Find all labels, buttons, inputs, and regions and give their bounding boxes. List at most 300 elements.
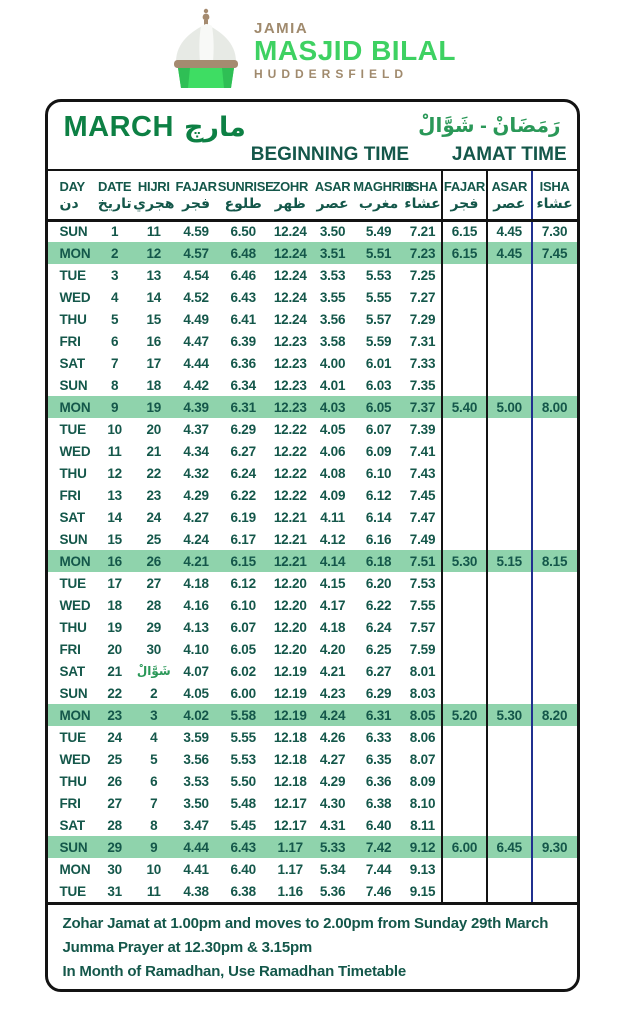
cell-fajar: 4.39 <box>183 399 209 415</box>
cell-j_fajar <box>442 440 487 462</box>
cell-sunrise: 6.07 <box>230 619 256 635</box>
cell-sunrise: 6.17 <box>230 531 256 547</box>
cell-j_isha <box>532 374 577 396</box>
cell-day: SUN <box>59 531 88 547</box>
cell-j_asar: 6.45 <box>487 836 532 858</box>
cell-j_isha <box>532 528 577 550</box>
cell-maghrib: 6.33 <box>365 729 392 745</box>
logo-line-jamia: JAMIA <box>254 19 309 37</box>
cell-sunrise: 5.53 <box>230 751 256 767</box>
table-row <box>48 308 577 330</box>
cell-hijri: 2 <box>150 685 158 701</box>
table-row <box>48 286 577 308</box>
cell-day: TUE <box>59 267 86 283</box>
table-row <box>48 242 577 264</box>
cell-date: 19 <box>107 619 122 635</box>
column-header-row <box>48 170 577 220</box>
cell-date: 25 <box>107 751 122 767</box>
cell-zohr: 12.18 <box>273 751 307 767</box>
cell-hijri: 25 <box>146 531 162 547</box>
cell-j_isha: 9.30 <box>532 836 577 858</box>
cell-zohr: 12.18 <box>273 729 307 745</box>
cell-hijri: 8 <box>150 817 158 833</box>
cell-asar: 5.33 <box>319 839 346 855</box>
cell-asar: 4.11 <box>320 509 345 525</box>
cell-maghrib: 5.59 <box>365 333 392 349</box>
cell-j_fajar <box>442 792 487 814</box>
cell-j_asar <box>487 594 532 616</box>
cell-hijri: 17 <box>146 355 162 371</box>
cell-isha: 9.13 <box>409 861 436 877</box>
cell-day: SUN <box>59 377 88 393</box>
cell-day: MON <box>59 861 91 877</box>
cell-fajar: 4.44 <box>183 355 209 371</box>
cell-asar: 3.51 <box>319 245 346 261</box>
logo-line-huddersfield: HUDDERSFIELD <box>254 66 409 81</box>
cell-hijri: 5 <box>150 751 158 767</box>
cell-j_fajar <box>442 880 487 902</box>
cell-fajar: 4.18 <box>183 575 209 591</box>
cell-day: FRI <box>59 487 81 503</box>
table-row <box>48 704 577 726</box>
cell-fajar: 4.49 <box>183 311 209 327</box>
cell-isha: 7.37 <box>409 399 436 415</box>
cell-zohr: 12.21 <box>273 509 307 525</box>
cell-maghrib: 6.35 <box>365 751 392 767</box>
cell-day: MON <box>59 707 91 723</box>
cell-day: FRI <box>59 333 81 349</box>
cell-hijri: 13 <box>146 267 162 283</box>
cell-sunrise: 6.24 <box>230 465 256 481</box>
cell-fajar: 4.21 <box>183 553 209 569</box>
cell-j_fajar <box>442 660 487 682</box>
cell-j_asar: 5.15 <box>487 550 532 572</box>
cell-maghrib: 6.07 <box>365 421 392 437</box>
cell-isha: 8.11 <box>410 817 435 833</box>
cell-maghrib: 6.38 <box>365 795 392 811</box>
cell-j_asar: 5.30 <box>487 704 532 726</box>
cell-date: 4 <box>111 289 119 305</box>
cell-date: 17 <box>107 575 122 591</box>
cell-fajar: 4.57 <box>183 245 209 261</box>
cell-isha: 7.35 <box>409 377 436 393</box>
cell-fajar: 4.02 <box>183 707 209 723</box>
cell-asar: 3.50 <box>319 224 346 240</box>
title-row <box>48 102 577 144</box>
table-row <box>48 660 577 682</box>
cell-sunrise: 6.22 <box>230 487 256 503</box>
cell-asar: 5.36 <box>319 883 346 899</box>
cell-asar: 3.55 <box>319 289 346 305</box>
cell-j_fajar <box>442 286 487 308</box>
table-row <box>48 638 577 660</box>
cell-asar: 4.18 <box>319 619 346 635</box>
cell-asar: 4.27 <box>319 751 346 767</box>
cell-asar: 4.30 <box>319 795 346 811</box>
cell-asar: 4.05 <box>319 421 346 437</box>
cell-maghrib: 5.55 <box>365 289 392 305</box>
cell-hijri: 22 <box>146 465 162 481</box>
cell-j_isha <box>532 814 577 836</box>
column-header-date: DATE تاريخ <box>96 170 133 220</box>
table-row <box>48 396 577 418</box>
cell-isha: 7.47 <box>409 509 436 525</box>
table-row <box>48 528 577 550</box>
cell-zohr: 12.18 <box>273 773 307 789</box>
column-header-hijri: HIJRI هجري <box>133 170 174 220</box>
cell-sunrise: 6.02 <box>230 663 256 679</box>
cell-zohr: 12.23 <box>273 355 307 371</box>
cell-j_fajar <box>442 770 487 792</box>
cell-isha: 7.51 <box>409 553 436 569</box>
cell-asar: 4.01 <box>319 377 346 393</box>
cell-asar: 4.31 <box>319 817 346 833</box>
column-header-asar: ASAR عصر <box>312 170 353 220</box>
cell-sunrise: 6.36 <box>230 355 256 371</box>
cell-hijri: 20 <box>146 421 162 437</box>
cell-j_isha <box>532 286 577 308</box>
cell-hijri: 21 <box>146 443 162 459</box>
cell-fajar: 4.05 <box>183 685 209 701</box>
cell-zohr: 12.17 <box>273 795 307 811</box>
cell-zohr: 12.21 <box>273 553 307 569</box>
cell-fajar: 4.41 <box>183 861 209 877</box>
cell-isha: 8.03 <box>409 685 436 701</box>
cell-fajar: 4.07 <box>183 663 209 679</box>
table-row <box>48 418 577 440</box>
cell-j_isha <box>532 660 577 682</box>
cell-isha: 8.07 <box>409 751 436 767</box>
cell-hijri: 23 <box>146 487 162 503</box>
cell-j_asar <box>487 352 532 374</box>
cell-j_fajar <box>442 374 487 396</box>
cell-day: THU <box>59 465 87 481</box>
cell-hijri: 26 <box>146 553 162 569</box>
timetable-body <box>48 220 577 902</box>
cell-hijri: 16 <box>146 333 162 349</box>
cell-fajar: 4.10 <box>183 641 209 657</box>
cell-hijri: 24 <box>146 509 162 525</box>
cell-j_asar <box>487 858 532 880</box>
cell-fajar: 3.59 <box>183 729 209 745</box>
cell-day: FRI <box>59 795 81 811</box>
cell-zohr: 12.22 <box>273 421 307 437</box>
cell-zohr: 12.20 <box>273 597 307 613</box>
cell-date: 2 <box>111 245 119 261</box>
cell-maghrib: 6.25 <box>365 641 392 657</box>
cell-hijri: 15 <box>146 311 162 327</box>
cell-maghrib: 6.01 <box>365 355 392 371</box>
cell-sunrise: 5.50 <box>230 773 256 789</box>
cell-sunrise: 6.34 <box>230 377 256 393</box>
cell-maghrib: 7.42 <box>365 839 392 855</box>
table-row <box>48 330 577 352</box>
cell-zohr: 1.17 <box>277 861 303 877</box>
note-ramadhan-timetable: In Month of Ramadhan, Use Ramadhan Timetable <box>62 963 406 980</box>
cell-j_asar <box>487 374 532 396</box>
cell-zohr: 12.23 <box>273 399 307 415</box>
cell-isha: 8.10 <box>409 795 436 811</box>
cell-j_isha <box>532 726 577 748</box>
cell-j_isha: 8.00 <box>532 396 577 418</box>
cell-sunrise: 6.19 <box>230 509 256 525</box>
table-row <box>48 836 577 858</box>
cell-sunrise: 6.41 <box>230 311 256 327</box>
note-jumma-prayer: Jumma Prayer at 12.30pm & 3.15pm <box>62 939 313 956</box>
cell-maghrib: 7.46 <box>365 883 392 899</box>
cell-fajar: 4.13 <box>183 619 209 635</box>
cell-day: SUN <box>59 839 88 855</box>
cell-maghrib: 6.31 <box>365 707 392 723</box>
cell-j_asar <box>487 264 532 286</box>
cell-zohr: 12.19 <box>273 663 307 679</box>
cell-hijri: 28 <box>146 597 162 613</box>
cell-j_isha <box>532 748 577 770</box>
cell-zohr: 12.24 <box>273 267 307 283</box>
cell-maghrib: 6.16 <box>365 531 392 547</box>
cell-asar: 3.56 <box>319 311 346 327</box>
cell-j_fajar <box>442 682 487 704</box>
cell-j_asar <box>487 660 532 682</box>
cell-sunrise: 6.43 <box>230 289 256 305</box>
cell-j_isha: 8.15 <box>532 550 577 572</box>
cell-date: 18 <box>107 597 122 613</box>
cell-asar: 4.12 <box>319 531 346 547</box>
cell-asar: 4.20 <box>319 641 346 657</box>
cell-sunrise: 6.43 <box>230 839 256 855</box>
table-row <box>48 748 577 770</box>
cell-day: WED <box>59 443 91 459</box>
cell-zohr: 12.24 <box>273 224 307 240</box>
cell-isha: 7.31 <box>409 333 436 349</box>
cell-j_asar <box>487 484 532 506</box>
cell-maghrib: 6.05 <box>365 399 392 415</box>
cell-day: TUE <box>59 421 86 437</box>
table-row <box>48 594 577 616</box>
cell-asar: 4.08 <box>319 465 346 481</box>
cell-date: 11 <box>107 443 122 459</box>
cell-hijri: 19 <box>146 399 162 415</box>
cell-date: 26 <box>107 773 122 789</box>
cell-day: TUE <box>59 575 86 591</box>
cell-zohr: 1.16 <box>277 883 303 899</box>
cell-maghrib: 6.40 <box>365 817 392 833</box>
cell-maghrib: 5.57 <box>365 311 392 327</box>
cell-sunrise: 6.10 <box>230 597 256 613</box>
cell-fajar: 4.59 <box>183 224 209 240</box>
cell-fajar: 4.54 <box>183 267 209 283</box>
cell-maghrib: 5.49 <box>365 224 392 240</box>
cell-asar: 3.58 <box>319 333 346 349</box>
cell-isha: 7.33 <box>409 355 436 371</box>
cell-j_isha: 8.20 <box>532 704 577 726</box>
cell-zohr: 12.20 <box>273 619 307 635</box>
cell-asar: 4.15 <box>319 575 346 591</box>
cell-asar: 3.53 <box>319 267 346 283</box>
cell-maghrib: 6.03 <box>365 377 392 393</box>
cell-date: 21 <box>107 663 122 679</box>
cell-fajar: 4.42 <box>183 377 209 393</box>
cell-isha: 9.12 <box>409 839 436 855</box>
cell-sunrise: 6.46 <box>230 267 256 283</box>
footer-notes <box>48 902 577 990</box>
section-spacer <box>48 144 218 170</box>
cell-j_isha <box>532 638 577 660</box>
cell-date: 15 <box>107 531 122 547</box>
cell-j_isha <box>532 352 577 374</box>
cell-day: SUN <box>59 224 88 240</box>
cell-zohr: 12.22 <box>273 465 307 481</box>
cell-isha: 7.39 <box>409 421 436 437</box>
cell-hijri: 18 <box>146 377 162 393</box>
table-row <box>48 440 577 462</box>
cell-asar: 4.03 <box>319 399 346 415</box>
cell-j_fajar <box>442 352 487 374</box>
cell-j_fajar <box>442 594 487 616</box>
cell-zohr: 12.24 <box>273 311 307 327</box>
table-row <box>48 792 577 814</box>
cell-day: THU <box>59 619 87 635</box>
cell-sunrise: 6.29 <box>230 421 256 437</box>
cell-fajar: 4.16 <box>183 597 209 613</box>
cell-sunrise: 5.55 <box>230 729 256 745</box>
table-row <box>48 506 577 528</box>
cell-fajar: 4.47 <box>183 333 209 349</box>
table-row <box>48 374 577 396</box>
cell-j_isha: 7.45 <box>532 242 577 264</box>
cell-j_isha <box>532 440 577 462</box>
cell-j_asar <box>487 814 532 836</box>
cell-fajar: 4.52 <box>183 289 209 305</box>
cell-day: MON <box>59 553 91 569</box>
cell-j_asar <box>487 682 532 704</box>
cell-j_fajar <box>442 572 487 594</box>
cell-hijri: 6 <box>150 773 158 789</box>
cell-fajar: 3.47 <box>183 817 209 833</box>
cell-zohr: 12.23 <box>273 377 307 393</box>
cell-j_asar <box>487 506 532 528</box>
table-row <box>48 726 577 748</box>
cell-zohr: 12.24 <box>273 245 307 261</box>
cell-maghrib: 6.12 <box>365 487 392 503</box>
cell-zohr: 12.24 <box>273 289 307 305</box>
cell-isha: 7.41 <box>409 443 436 459</box>
cell-date: 1 <box>111 224 119 240</box>
table-row <box>48 352 577 374</box>
column-header-day: DAY دن <box>48 170 97 220</box>
column-header-isha: ISHA عشاء <box>404 170 442 220</box>
table-row <box>48 462 577 484</box>
cell-date: 3 <box>111 267 119 283</box>
cell-sunrise: 6.48 <box>230 245 256 261</box>
cell-j_fajar <box>442 506 487 528</box>
cell-j_asar <box>487 440 532 462</box>
column-header-maghrib: MAGHRIB مغرب <box>353 170 404 220</box>
cell-sunrise: 6.50 <box>230 224 256 240</box>
cell-fajar: 3.53 <box>183 773 209 789</box>
cell-j_asar <box>487 330 532 352</box>
cell-j_fajar <box>442 418 487 440</box>
cell-sunrise: 6.12 <box>230 575 256 591</box>
cell-j_asar <box>487 418 532 440</box>
cell-hijri: 14 <box>146 289 162 305</box>
cell-sunrise: 5.48 <box>230 795 256 811</box>
cell-sunrise: 6.40 <box>230 861 256 877</box>
cell-isha: 7.43 <box>409 465 436 481</box>
cell-isha: 7.23 <box>409 245 436 261</box>
cell-sunrise: 5.45 <box>230 817 256 833</box>
cell-maghrib: 6.18 <box>365 553 392 569</box>
column-header-sunrise: SUNRISE طلوع <box>218 170 269 220</box>
table-row <box>48 572 577 594</box>
logo-line-masjid-bilal: MASJID BILAL <box>254 35 456 67</box>
cell-j_asar <box>487 572 532 594</box>
cell-j_fajar: 6.15 <box>442 242 487 264</box>
cell-fajar: 4.44 <box>183 839 209 855</box>
cell-hijri: 30 <box>146 641 162 657</box>
cell-zohr: 12.19 <box>273 707 307 723</box>
cell-fajar: 4.32 <box>183 465 209 481</box>
cell-j_asar <box>487 308 532 330</box>
cell-day: MON <box>59 399 91 415</box>
cell-j_isha <box>532 594 577 616</box>
cell-zohr: 12.20 <box>273 641 307 657</box>
cell-j_isha <box>532 792 577 814</box>
cell-fajar: 4.38 <box>183 883 209 899</box>
cell-day: WED <box>59 597 91 613</box>
table-row <box>48 484 577 506</box>
cell-j_fajar <box>442 330 487 352</box>
cell-asar: 4.17 <box>319 597 346 613</box>
cell-j_isha <box>532 264 577 286</box>
cell-asar: 4.24 <box>319 707 346 723</box>
cell-asar: 4.00 <box>319 355 346 371</box>
cell-isha: 7.21 <box>409 224 436 240</box>
cell-sunrise: 6.31 <box>230 399 256 415</box>
cell-asar: 4.21 <box>319 663 346 679</box>
cell-j_fajar <box>442 462 487 484</box>
cell-j_asar <box>487 462 532 484</box>
cell-zohr: 12.19 <box>273 685 307 701</box>
cell-isha: 7.55 <box>409 597 436 613</box>
cell-date: 16 <box>107 553 122 569</box>
jamat-time-header: JAMAT TIME <box>442 144 576 170</box>
cell-asar: 5.34 <box>319 861 346 877</box>
cell-date: 5 <box>111 311 119 327</box>
timetable-sheet <box>45 99 580 992</box>
cell-j_fajar <box>442 814 487 836</box>
cell-date: 22 <box>107 685 122 701</box>
cell-fajar: 3.50 <box>183 795 209 811</box>
cell-hijri: 27 <box>146 575 162 591</box>
cell-asar: 4.26 <box>319 729 346 745</box>
beginning-time-header: BEGINNING TIME <box>218 144 442 170</box>
cell-maghrib: 6.36 <box>365 773 392 789</box>
cell-j_fajar <box>442 484 487 506</box>
ramadan-shawwal-arabic-title: رَمَضَانْ - شَوَّالْ <box>418 115 561 137</box>
cell-asar: 4.29 <box>319 773 346 789</box>
cell-date: 31 <box>107 883 122 899</box>
cell-j_asar <box>487 792 532 814</box>
cell-maghrib: 6.29 <box>365 685 392 701</box>
column-header-j_isha: ISHA عشاء <box>532 170 577 220</box>
cell-day: SAT <box>59 817 85 833</box>
cell-date: 27 <box>107 795 122 811</box>
cell-date: 13 <box>107 487 122 503</box>
cell-j_asar: 5.00 <box>487 396 532 418</box>
cell-sunrise: 6.39 <box>230 333 256 349</box>
cell-date: 6 <box>111 333 119 349</box>
